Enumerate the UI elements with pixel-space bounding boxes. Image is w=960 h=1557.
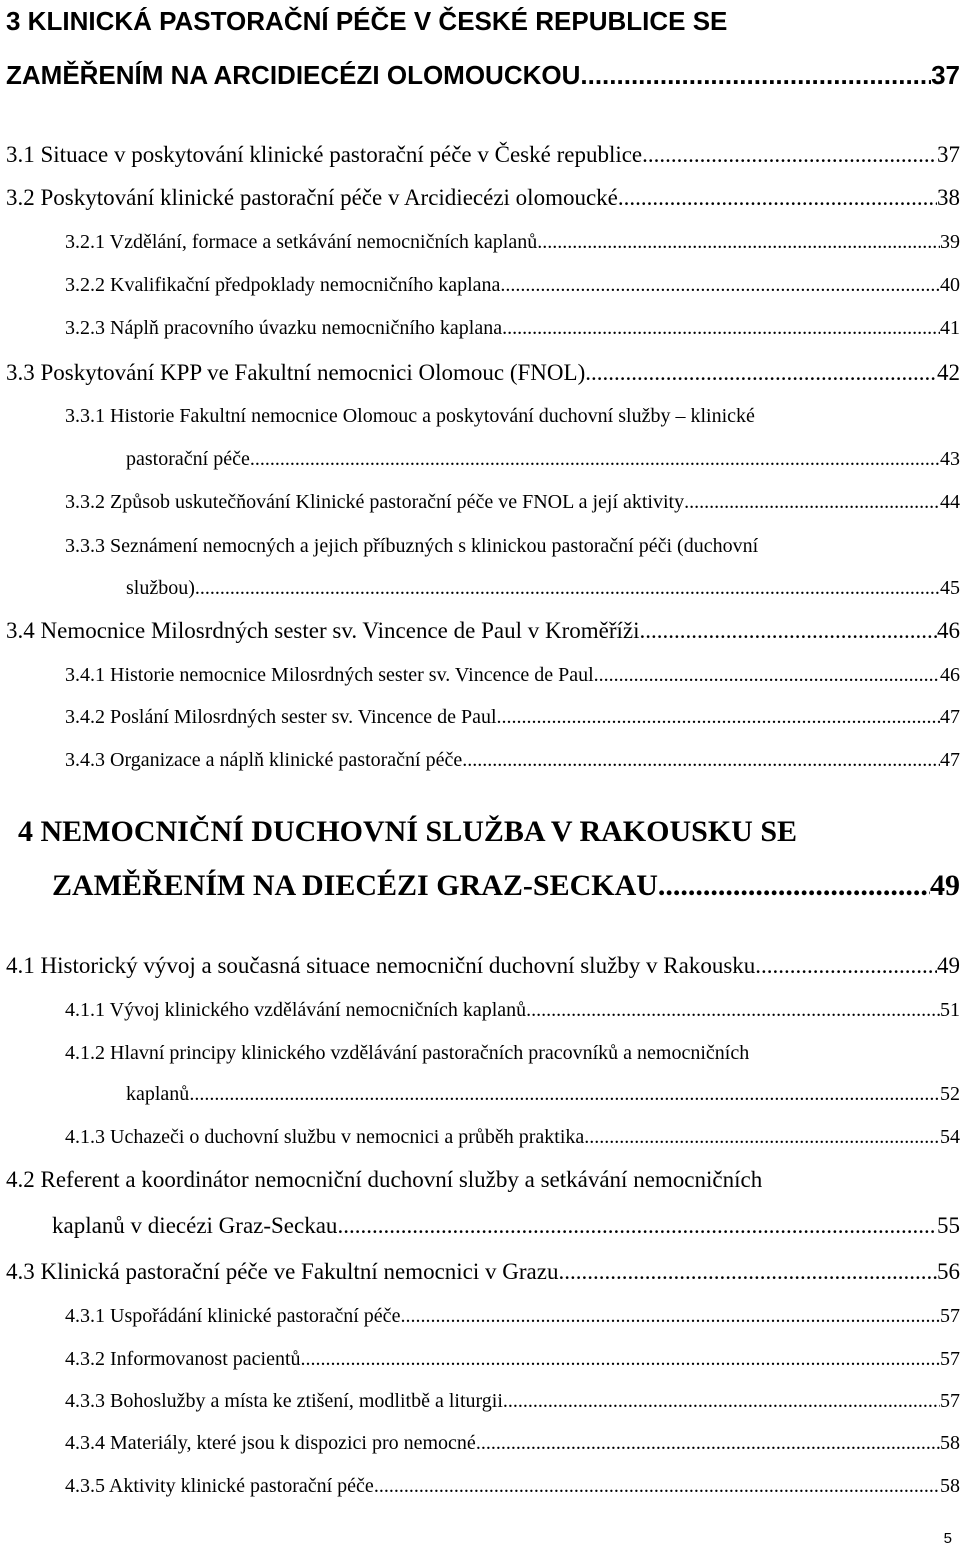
toc-entry-title: 3.2.2 Kvalifikační předpoklady nemocničního kaplana <box>65 274 501 296</box>
toc-entry-title: 3.2 Poskytování klinické pastorační péče v Arcidiecézi olomoucké <box>6 185 618 210</box>
toc-entry-title: kaplanů v diecézi Graz-Seckau <box>52 1213 338 1238</box>
toc-entry-4-2[interactable] <box>52 1213 960 1239</box>
toc-entry-title: 4.1.3 Uchazeči o duchovní službu v nemocnici a průběh praktika <box>65 1126 585 1148</box>
toc-entry-4-1-1[interactable] <box>65 999 960 1022</box>
toc-entry-title: službou) <box>126 577 195 599</box>
toc-entry-4-1[interactable] <box>6 953 960 979</box>
toc-page-number: 52 <box>940 1083 960 1105</box>
toc-entry-title: kaplanů <box>126 1083 190 1105</box>
toc-leader <box>580 60 931 91</box>
toc-page-number: 46 <box>940 664 960 686</box>
toc-page-number: 38 <box>937 185 960 210</box>
toc-page-number: 42 <box>937 360 960 385</box>
toc-entry-3-3-3[interactable] <box>126 577 960 600</box>
toc-page-number: 41 <box>940 317 960 339</box>
toc-entry-title: 4.1.1 Vývoj klinického vzdělávání nemocničních kaplanů <box>65 999 527 1021</box>
toc-entry-title: 3.3 Poskytování KPP ve Fakultní nemocnici Olomouc (FNOL) <box>6 360 586 385</box>
toc-leader <box>755 953 937 979</box>
toc-entry-title: 3.1 Situace v poskytování klinické pastorační péče v České republice <box>6 142 643 167</box>
toc-leader <box>301 1348 941 1371</box>
toc-leader <box>502 317 940 340</box>
toc-chapter-3[interactable] <box>6 60 960 91</box>
toc-page-number: 58 <box>940 1432 960 1454</box>
toc-page-number: 40 <box>940 274 960 296</box>
toc-leader <box>642 142 937 168</box>
toc-leader <box>684 491 940 514</box>
toc-entry-title: 3.4.3 Organizace a náplň klinické pastorační péče <box>65 749 463 771</box>
toc-leader <box>250 448 940 471</box>
toc-page-number: 47 <box>940 706 960 728</box>
toc-entry-3-3-1[interactable] <box>126 448 960 471</box>
toc-entry-3-2-2[interactable] <box>65 274 960 297</box>
toc-chapter-3-line1[interactable]: 3 KLINICKÁ PASTORAČNÍ PÉČE V ČESKÉ REPUBLICE SE <box>6 6 728 36</box>
toc-page-number: 54 <box>940 1126 960 1148</box>
toc-entry-3-3-1-line1[interactable]: 3.3.1 Historie Fakultní nemocnice Olomouc a poskytování duchovní služby – klinické <box>65 405 755 427</box>
toc-page-number: 49 <box>937 953 960 978</box>
toc-entry-3-4[interactable] <box>6 618 960 644</box>
toc-leader <box>584 1126 940 1149</box>
toc-page-number: 37 <box>931 60 960 90</box>
toc-leader <box>640 618 938 644</box>
toc-entry-3-2[interactable] <box>6 185 960 211</box>
toc-page-number: 43 <box>940 448 960 470</box>
toc-entry-4-3[interactable] <box>6 1259 960 1285</box>
toc-page-number: 51 <box>940 999 960 1021</box>
toc-entry-title: 3.4.2 Poslání Milosrdných sester sv. Vincence de Paul <box>65 706 497 728</box>
toc-entry-title: 3.4 Nemocnice Milosrdných sester sv. Vincence de Paul v Kroměříži <box>6 618 640 643</box>
toc-entry-4-1-3[interactable] <box>65 1126 960 1149</box>
toc-page-number: 55 <box>937 1213 960 1238</box>
toc-entry-4-3-1[interactable] <box>65 1305 960 1328</box>
toc-chapter-3-title: ZAMĚŘENÍM NA ARCIDIECÉZI OLOMOUCKOU <box>6 60 581 90</box>
toc-entry-3-2-1[interactable] <box>65 231 960 254</box>
toc-leader <box>537 231 940 254</box>
toc-entry-title: 4.3.2 Informovanost pacientů <box>65 1348 301 1370</box>
toc-page-number: 57 <box>940 1348 960 1370</box>
toc-entry-title: 4.3 Klinická pastorační péče ve Fakultní nemocnici v Grazu <box>6 1259 559 1284</box>
page-number-footer: 5 <box>943 1530 952 1547</box>
toc-entry-title: 3.2.3 Náplň pracovního úvazku nemocničního kaplana <box>65 317 503 339</box>
toc-page-number: 39 <box>940 231 960 253</box>
toc-leader <box>658 869 930 903</box>
toc-page-number: 47 <box>940 749 960 771</box>
toc-page-number: 44 <box>940 491 960 513</box>
toc-leader <box>618 185 937 211</box>
toc-entry-3-3-2[interactable] <box>65 491 960 514</box>
toc-page-number: 56 <box>937 1259 960 1284</box>
toc-entry-title: 4.3.4 Materiály, které jsou k dispozici pro nemocné <box>65 1432 476 1454</box>
toc-chapter-4-line1[interactable]: 4 NEMOCNIČNÍ DUCHOVNÍ SLUŽBA V RAKOUSKU SE <box>18 815 798 848</box>
toc-leader <box>503 1390 940 1413</box>
toc-leader <box>558 1259 937 1285</box>
toc-leader <box>594 664 940 687</box>
toc-leader <box>476 1432 940 1455</box>
toc-leader <box>462 749 940 772</box>
toc-entry-4-3-2[interactable] <box>65 1348 960 1371</box>
toc-entry-title: 4.1 Historický vývoj a současná situace nemocniční duchovní služby v Rakousku <box>6 953 756 978</box>
toc-entry-title: 3.4.1 Historie nemocnice Milosrdných sester sv. Vincence de Paul <box>65 664 594 686</box>
toc-page-number: 46 <box>937 618 960 643</box>
toc-entry-4-3-5[interactable] <box>65 1475 960 1498</box>
toc-leader <box>497 706 940 729</box>
toc-entry-3-4-1[interactable] <box>65 664 960 687</box>
toc-entry-3-3[interactable] <box>6 360 960 386</box>
toc-chapter-4-title: ZAMĚŘENÍM NA DIECÉZI GRAZ-SECKAU <box>52 869 658 902</box>
toc-page-number: 57 <box>940 1305 960 1327</box>
toc-chapter-4[interactable] <box>52 869 960 903</box>
toc-entry-4-3-3[interactable] <box>65 1390 960 1413</box>
toc-leader <box>189 1083 940 1106</box>
toc-page-number: 45 <box>940 577 960 599</box>
toc-entry-title: 3.2.1 Vzdělání, formace a setkávání nemocničních kaplanů <box>65 231 538 253</box>
toc-entry-4-1-2-line1[interactable]: 4.1.2 Hlavní principy klinického vzdělávání pastoračních pracovníků a nemocničních <box>65 1042 750 1064</box>
toc-entry-3-3-3-line1[interactable]: 3.3.3 Seznámení nemocných a jejich příbuzných s klinickou pastorační péči (duchovní <box>65 535 759 557</box>
toc-entry-title: 4.3.5 Aktivity klinické pastorační péče <box>65 1475 374 1497</box>
toc-leader <box>337 1213 937 1239</box>
toc-entry-3-2-3[interactable] <box>65 317 960 340</box>
toc-page-number: 49 <box>930 869 960 902</box>
toc-entry-title: 3.3.2 Způsob uskutečňování Klinické pastorační péče ve FNOL a její aktivity <box>65 491 685 513</box>
toc-leader <box>500 274 940 297</box>
toc-entry-4-1-2[interactable] <box>126 1083 960 1106</box>
toc-page-number: 57 <box>940 1390 960 1412</box>
toc-entry-title: pastorační péče <box>126 448 250 470</box>
toc-leader <box>585 360 937 386</box>
toc-leader <box>195 577 940 600</box>
toc-leader <box>374 1475 940 1498</box>
toc-leader <box>400 1305 940 1328</box>
toc-entry-3-1[interactable] <box>6 142 960 168</box>
toc-entry-4-2-line1[interactable]: 4.2 Referent a koordinátor nemocniční duchovní služby a setkávání nemocničních <box>6 1167 763 1192</box>
toc-entry-title: 4.3.3 Bohoslužby a místa ke ztišení, modlitbě a liturgii <box>65 1390 503 1412</box>
toc-page-number: 37 <box>937 142 960 167</box>
toc-entry-3-4-2[interactable] <box>65 706 960 729</box>
toc-entry-4-3-4[interactable] <box>65 1432 960 1455</box>
toc-leader <box>526 999 940 1022</box>
toc-entry-3-4-3[interactable] <box>65 749 960 772</box>
toc-page-number: 58 <box>940 1475 960 1497</box>
toc-entry-title: 4.3.1 Uspořádání klinické pastorační péče <box>65 1305 401 1327</box>
